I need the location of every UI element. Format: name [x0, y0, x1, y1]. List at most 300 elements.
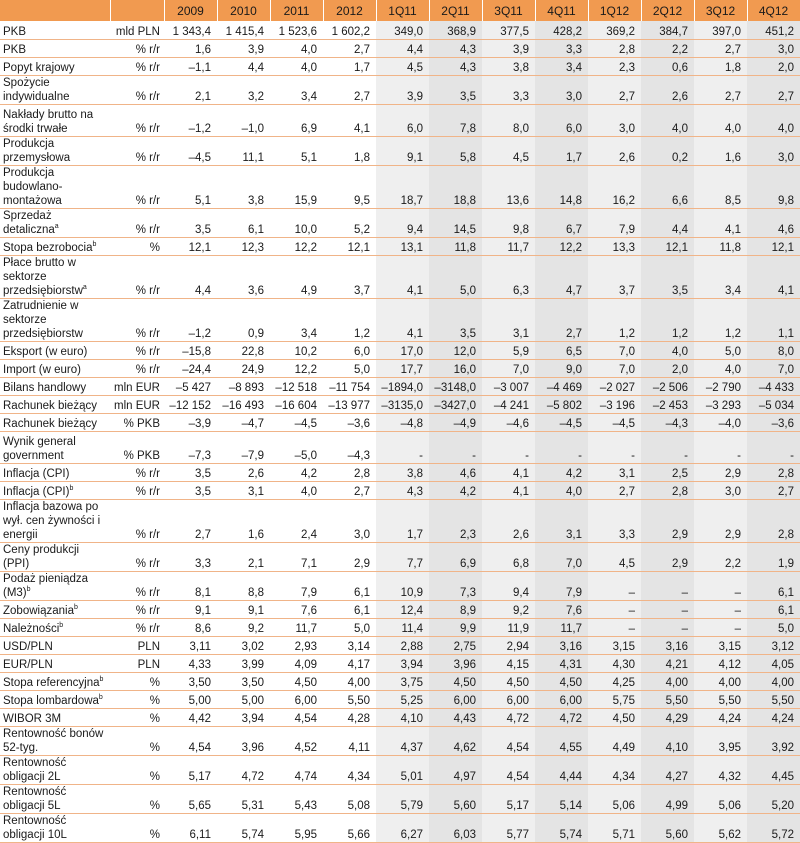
value-cell: 3,2 — [217, 75, 270, 104]
value-cell: 5,60 — [641, 813, 694, 842]
value-cell: 5,08 — [323, 784, 376, 813]
row-label-text: Stopa referencyjna — [3, 676, 100, 689]
value-cell: –7,9 — [217, 431, 270, 463]
value-cell: –5 427 — [164, 377, 217, 395]
value-cell: 11,1 — [217, 136, 270, 165]
value-cell: 18,8 — [429, 165, 482, 208]
value-cell: 14,5 — [429, 208, 482, 237]
value-cell: 7,0 — [482, 359, 535, 377]
value-cell: 3,7 — [323, 255, 376, 298]
row-label — [0, 726, 110, 755]
value-cell: 369,2 — [588, 21, 641, 39]
footnote-marker: b — [73, 603, 78, 611]
value-cell: 4,4 — [164, 255, 217, 298]
value-cell: 8,0 — [482, 104, 535, 136]
value-cell: 15,9 — [270, 165, 323, 208]
value-cell: 7,0 — [588, 359, 641, 377]
row-label — [0, 618, 110, 636]
value-cell: 5,50 — [747, 690, 800, 708]
value-cell: 5,17 — [164, 755, 217, 784]
value-cell: 2,5 — [641, 463, 694, 481]
value-cell: 6,3 — [482, 255, 535, 298]
value-cell: 3,5 — [429, 75, 482, 104]
value-cell: 2,9 — [641, 542, 694, 571]
value-cell: 5,66 — [323, 813, 376, 842]
value-cell: 3,75 — [376, 672, 429, 690]
value-cell: 1,2 — [323, 298, 376, 341]
value-cell: 2,2 — [641, 39, 694, 57]
value-cell: 7,0 — [535, 542, 588, 571]
value-cell: 5,14 — [535, 784, 588, 813]
value-cell: 9,4 — [376, 208, 429, 237]
value-cell: 5,06 — [588, 784, 641, 813]
value-cell: –1,2 — [164, 104, 217, 136]
row-label — [0, 413, 110, 431]
value-cell: 6,00 — [429, 690, 482, 708]
value-cell: 5,9 — [482, 341, 535, 359]
row-label-text: Inflacja bazowa po wył. cen żywności i energii — [3, 500, 101, 541]
value-cell: 12,1 — [747, 237, 800, 255]
value-cell: 4,3 — [376, 481, 429, 499]
row-unit: % r/r — [110, 57, 164, 75]
value-cell: 9,0 — [535, 359, 588, 377]
value-cell: 5,95 — [270, 813, 323, 842]
row-unit: % r/r — [110, 600, 164, 618]
value-cell: 4,32 — [694, 755, 747, 784]
value-cell: 5,74 — [217, 813, 270, 842]
value-cell: 3,94 — [376, 654, 429, 672]
value-cell: 3,0 — [747, 136, 800, 165]
row-unit: mld PLN — [110, 21, 164, 39]
row-label — [0, 481, 110, 499]
row-label-text: Rentowność obligacji 5L — [3, 785, 67, 812]
value-cell: 3,12 — [747, 636, 800, 654]
row-label-text: PKB — [3, 43, 27, 56]
value-cell: 4,28 — [323, 708, 376, 726]
value-cell: –11 754 — [323, 377, 376, 395]
value-cell: 1 415,4 — [217, 21, 270, 39]
value-cell: 4,21 — [641, 654, 694, 672]
value-cell: 4,0 — [694, 359, 747, 377]
row-unit: % r/r — [110, 499, 164, 542]
row-unit: mln EUR — [110, 377, 164, 395]
footnote-marker: a — [54, 222, 59, 230]
value-cell: 2,8 — [323, 463, 376, 481]
value-cell: 2,6 — [641, 75, 694, 104]
row-label — [0, 39, 110, 57]
value-cell: 1,9 — [747, 542, 800, 571]
value-cell: 12,1 — [164, 237, 217, 255]
row-unit: % PKB — [110, 413, 164, 431]
value-cell: 6,9 — [270, 104, 323, 136]
table-row — [0, 298, 800, 341]
row-unit: % — [110, 237, 164, 255]
value-cell: 3,92 — [747, 726, 800, 755]
table-row — [0, 784, 800, 813]
row-unit: % r/r — [110, 571, 164, 600]
value-cell: –1,2 — [164, 298, 217, 341]
value-cell: 1,7 — [376, 499, 429, 542]
row-label-text: Płace brutto w sektorze przedsiębiorstw — [3, 256, 83, 297]
row-label — [0, 341, 110, 359]
value-cell: 5,62 — [694, 813, 747, 842]
value-cell: 8,6 — [164, 618, 217, 636]
value-cell: –3 293 — [694, 395, 747, 413]
row-unit: % r/r — [110, 463, 164, 481]
column-header-4q11: 4Q11 — [535, 0, 588, 21]
value-cell: 16,2 — [588, 165, 641, 208]
value-cell: 5,60 — [429, 784, 482, 813]
value-cell: 2,4 — [270, 499, 323, 542]
value-cell: 24,9 — [217, 359, 270, 377]
row-unit: % — [110, 672, 164, 690]
value-cell: 368,9 — [429, 21, 482, 39]
value-cell: –2 453 — [641, 395, 694, 413]
value-cell: - — [429, 431, 482, 463]
value-cell: 9,9 — [429, 618, 482, 636]
value-cell: 22,8 — [217, 341, 270, 359]
value-cell: 5,2 — [323, 208, 376, 237]
value-cell: - — [694, 431, 747, 463]
value-cell: 3,3 — [535, 39, 588, 57]
row-label-text: Ceny produkcji (PPI) — [3, 543, 80, 570]
value-cell: 4,27 — [641, 755, 694, 784]
row-unit: PLN — [110, 654, 164, 672]
table-row — [0, 359, 800, 377]
table-row — [0, 431, 800, 463]
value-cell: 3,16 — [535, 636, 588, 654]
row-label — [0, 359, 110, 377]
table-row — [0, 39, 800, 57]
value-cell: 4,1 — [323, 104, 376, 136]
value-cell: 17,7 — [376, 359, 429, 377]
value-cell: 4,00 — [323, 672, 376, 690]
row-label-text: EUR/PLN — [3, 658, 53, 671]
table-row — [0, 672, 800, 690]
value-cell: 5,25 — [376, 690, 429, 708]
value-cell: 2,7 — [747, 75, 800, 104]
value-cell: 3,0 — [588, 104, 641, 136]
value-cell: 4,00 — [694, 672, 747, 690]
table-row — [0, 57, 800, 75]
footnote-marker: b — [99, 675, 104, 683]
value-cell: 5,8 — [429, 136, 482, 165]
row-unit: % r/r — [110, 341, 164, 359]
row-label — [0, 571, 110, 600]
value-cell: 12,3 — [217, 237, 270, 255]
row-label — [0, 255, 110, 298]
value-cell: 4,17 — [323, 654, 376, 672]
value-cell: –3148,0 — [429, 377, 482, 395]
value-cell: 2,7 — [535, 298, 588, 341]
value-cell: 4,0 — [641, 341, 694, 359]
value-cell: 4,50 — [270, 672, 323, 690]
value-cell: 12,2 — [535, 237, 588, 255]
row-label — [0, 636, 110, 654]
value-cell: 2,1 — [164, 75, 217, 104]
value-cell: 1,2 — [641, 298, 694, 341]
row-unit: % — [110, 708, 164, 726]
value-cell: 6,7 — [535, 208, 588, 237]
row-label — [0, 499, 110, 542]
value-cell: 4,0 — [747, 104, 800, 136]
value-cell: 451,2 — [747, 21, 800, 39]
value-cell: 3,3 — [164, 542, 217, 571]
value-cell: 2,9 — [694, 463, 747, 481]
value-cell: 5,0 — [323, 618, 376, 636]
value-cell: 5,01 — [376, 755, 429, 784]
row-label-text: Rachunek bieżący — [3, 399, 97, 412]
value-cell: 397,0 — [694, 21, 747, 39]
table-row — [0, 499, 800, 542]
value-cell: 2,3 — [429, 499, 482, 542]
value-cell: –7,3 — [164, 431, 217, 463]
value-cell: 4,52 — [270, 726, 323, 755]
value-cell: 3,1 — [588, 463, 641, 481]
row-unit: % r/r — [110, 359, 164, 377]
value-cell: 3,3 — [588, 499, 641, 542]
value-cell: 4,3 — [429, 57, 482, 75]
row-label — [0, 57, 110, 75]
row-label — [0, 298, 110, 341]
row-label-text: Stopa lombardowa — [3, 694, 99, 707]
value-cell: 7,8 — [429, 104, 482, 136]
table-row — [0, 395, 800, 413]
row-unit: % — [110, 726, 164, 755]
value-cell: 4,9 — [270, 255, 323, 298]
value-cell: - — [588, 431, 641, 463]
value-cell: 8,1 — [164, 571, 217, 600]
table-row — [0, 654, 800, 672]
row-label-text: Podaż pieniądza (M3) — [3, 572, 89, 599]
value-cell: –16 493 — [217, 395, 270, 413]
table-row — [0, 165, 800, 208]
value-cell: –2 790 — [694, 377, 747, 395]
value-cell: –4 241 — [482, 395, 535, 413]
value-cell: 9,2 — [217, 618, 270, 636]
value-cell: 3,5 — [164, 481, 217, 499]
value-cell: –4,5 — [270, 413, 323, 431]
value-cell: 5,71 — [588, 813, 641, 842]
table-row — [0, 237, 800, 255]
value-cell: 12,4 — [376, 600, 429, 618]
value-cell: 6,27 — [376, 813, 429, 842]
value-cell: 4,50 — [429, 672, 482, 690]
value-cell: 4,6 — [747, 208, 800, 237]
value-cell: – — [641, 600, 694, 618]
row-unit: % r/r — [110, 165, 164, 208]
value-cell: 4,44 — [535, 755, 588, 784]
value-cell: –4,0 — [694, 413, 747, 431]
value-cell: –2 506 — [641, 377, 694, 395]
value-cell: 3,9 — [482, 39, 535, 57]
table-row — [0, 618, 800, 636]
table-row — [0, 571, 800, 600]
value-cell: 6,0 — [535, 104, 588, 136]
value-cell: 10,2 — [270, 341, 323, 359]
table-row — [0, 104, 800, 136]
row-label — [0, 136, 110, 165]
value-cell: 6,1 — [217, 208, 270, 237]
value-cell: 11,7 — [535, 618, 588, 636]
value-cell: 2,0 — [747, 57, 800, 75]
row-label-text: PKB — [3, 25, 27, 38]
row-label — [0, 377, 110, 395]
row-label-text: Sprzedaż detaliczna — [3, 209, 55, 236]
value-cell: 2,9 — [323, 542, 376, 571]
value-cell: 4,25 — [588, 672, 641, 690]
value-cell: 428,2 — [535, 21, 588, 39]
value-cell: 4,4 — [217, 57, 270, 75]
row-label-text: Eksport (w euro) — [3, 345, 88, 358]
row-label-text: Produkcja budowlano-montażowa — [3, 166, 63, 207]
table-row — [0, 75, 800, 104]
value-cell: 7,1 — [270, 542, 323, 571]
row-label-text: USD/PLN — [3, 640, 53, 653]
value-cell: 3,9 — [376, 75, 429, 104]
value-cell: 17,0 — [376, 341, 429, 359]
value-cell: 2,8 — [641, 481, 694, 499]
value-cell: 3,4 — [270, 298, 323, 341]
value-cell: – — [641, 571, 694, 600]
value-cell: 12,2 — [270, 359, 323, 377]
value-cell: 4,00 — [641, 672, 694, 690]
row-label-text: Rachunek bieżący — [3, 417, 97, 430]
row-label-text: Spożycie indywidualne — [3, 76, 70, 103]
value-cell: 2,0 — [641, 359, 694, 377]
value-cell: –4,5 — [535, 413, 588, 431]
value-cell: 6,1 — [747, 600, 800, 618]
value-cell: 9,2 — [482, 600, 535, 618]
value-cell: - — [747, 431, 800, 463]
value-cell: 5,77 — [482, 813, 535, 842]
value-cell: 6,6 — [641, 165, 694, 208]
value-cell: 4,33 — [164, 654, 217, 672]
table-row — [0, 690, 800, 708]
value-cell: 6,03 — [429, 813, 482, 842]
value-cell: 7,3 — [429, 571, 482, 600]
row-label-text: Wynik general government — [3, 435, 76, 462]
row-unit: % r/r — [110, 481, 164, 499]
table-row — [0, 636, 800, 654]
value-cell: –13 977 — [323, 395, 376, 413]
value-cell: 3,6 — [217, 255, 270, 298]
value-cell: 2,8 — [747, 499, 800, 542]
row-label — [0, 542, 110, 571]
value-cell: 0,2 — [641, 136, 694, 165]
value-cell: 3,50 — [164, 672, 217, 690]
row-unit: % r/r — [110, 255, 164, 298]
value-cell: 6,11 — [164, 813, 217, 842]
row-label — [0, 75, 110, 104]
value-cell: –5 802 — [535, 395, 588, 413]
value-cell: –1894,0 — [376, 377, 429, 395]
value-cell: 5,75 — [588, 690, 641, 708]
value-cell: – — [588, 618, 641, 636]
value-cell: 4,1 — [482, 463, 535, 481]
value-cell: 1 343,4 — [164, 21, 217, 39]
value-cell: 13,1 — [376, 237, 429, 255]
value-cell: 3,0 — [535, 75, 588, 104]
value-cell: 2,2 — [694, 542, 747, 571]
footnote-marker: b — [26, 585, 31, 593]
value-cell: 6,0 — [323, 341, 376, 359]
value-cell: 4,54 — [270, 708, 323, 726]
value-cell: 2,9 — [694, 499, 747, 542]
value-cell: – — [641, 618, 694, 636]
value-cell: - — [641, 431, 694, 463]
value-cell: 4,37 — [376, 726, 429, 755]
value-cell: 4,29 — [641, 708, 694, 726]
value-cell: 5,31 — [217, 784, 270, 813]
value-cell: 4,34 — [323, 755, 376, 784]
value-cell: 7,9 — [588, 208, 641, 237]
table-row — [0, 755, 800, 784]
value-cell: 6,8 — [482, 542, 535, 571]
value-cell: 1,8 — [694, 57, 747, 75]
value-cell: 4,2 — [429, 481, 482, 499]
value-cell: 4,10 — [376, 708, 429, 726]
value-cell: 11,7 — [482, 237, 535, 255]
value-cell: 3,8 — [376, 463, 429, 481]
value-cell: 4,72 — [482, 708, 535, 726]
value-cell: 4,5 — [376, 57, 429, 75]
value-cell: 3,5 — [429, 298, 482, 341]
value-cell: 3,15 — [694, 636, 747, 654]
value-cell: –4,8 — [376, 413, 429, 431]
value-cell: –3,6 — [747, 413, 800, 431]
footnote-marker: b — [92, 240, 97, 248]
value-cell: 6,1 — [323, 600, 376, 618]
row-label — [0, 237, 110, 255]
value-cell: 3,0 — [323, 499, 376, 542]
value-cell: 3,15 — [588, 636, 641, 654]
row-label-text: Inflacja (CPI) — [3, 485, 70, 498]
value-cell: 5,79 — [376, 784, 429, 813]
row-unit: % r/r — [110, 136, 164, 165]
header-unit-cell — [110, 0, 164, 21]
row-label — [0, 21, 110, 39]
value-cell: 3,5 — [164, 208, 217, 237]
value-cell: 2,6 — [588, 136, 641, 165]
value-cell: - — [376, 431, 429, 463]
value-cell: 5,50 — [323, 690, 376, 708]
footnote-marker: a — [82, 283, 87, 291]
value-cell: 4,97 — [429, 755, 482, 784]
row-label-text: WIBOR 3M — [3, 712, 62, 725]
value-cell: 3,95 — [694, 726, 747, 755]
column-header-2q11: 2Q11 — [429, 0, 482, 21]
value-cell: 4,5 — [588, 542, 641, 571]
row-unit: % r/r — [110, 618, 164, 636]
value-cell: 4,45 — [747, 755, 800, 784]
value-cell: 4,3 — [429, 39, 482, 57]
table-row — [0, 413, 800, 431]
value-cell: 5,0 — [747, 618, 800, 636]
table-row — [0, 600, 800, 618]
value-cell: –5,0 — [270, 431, 323, 463]
value-cell: 9,4 — [482, 571, 535, 600]
value-cell: 4,1 — [376, 255, 429, 298]
value-cell: 8,5 — [694, 165, 747, 208]
value-cell: 2,8 — [588, 39, 641, 57]
value-cell: 2,9 — [641, 499, 694, 542]
value-cell: 3,50 — [217, 672, 270, 690]
value-cell: 0,6 — [641, 57, 694, 75]
value-cell: 18,7 — [376, 165, 429, 208]
value-cell: 4,1 — [694, 208, 747, 237]
row-unit: % r/r — [110, 298, 164, 341]
